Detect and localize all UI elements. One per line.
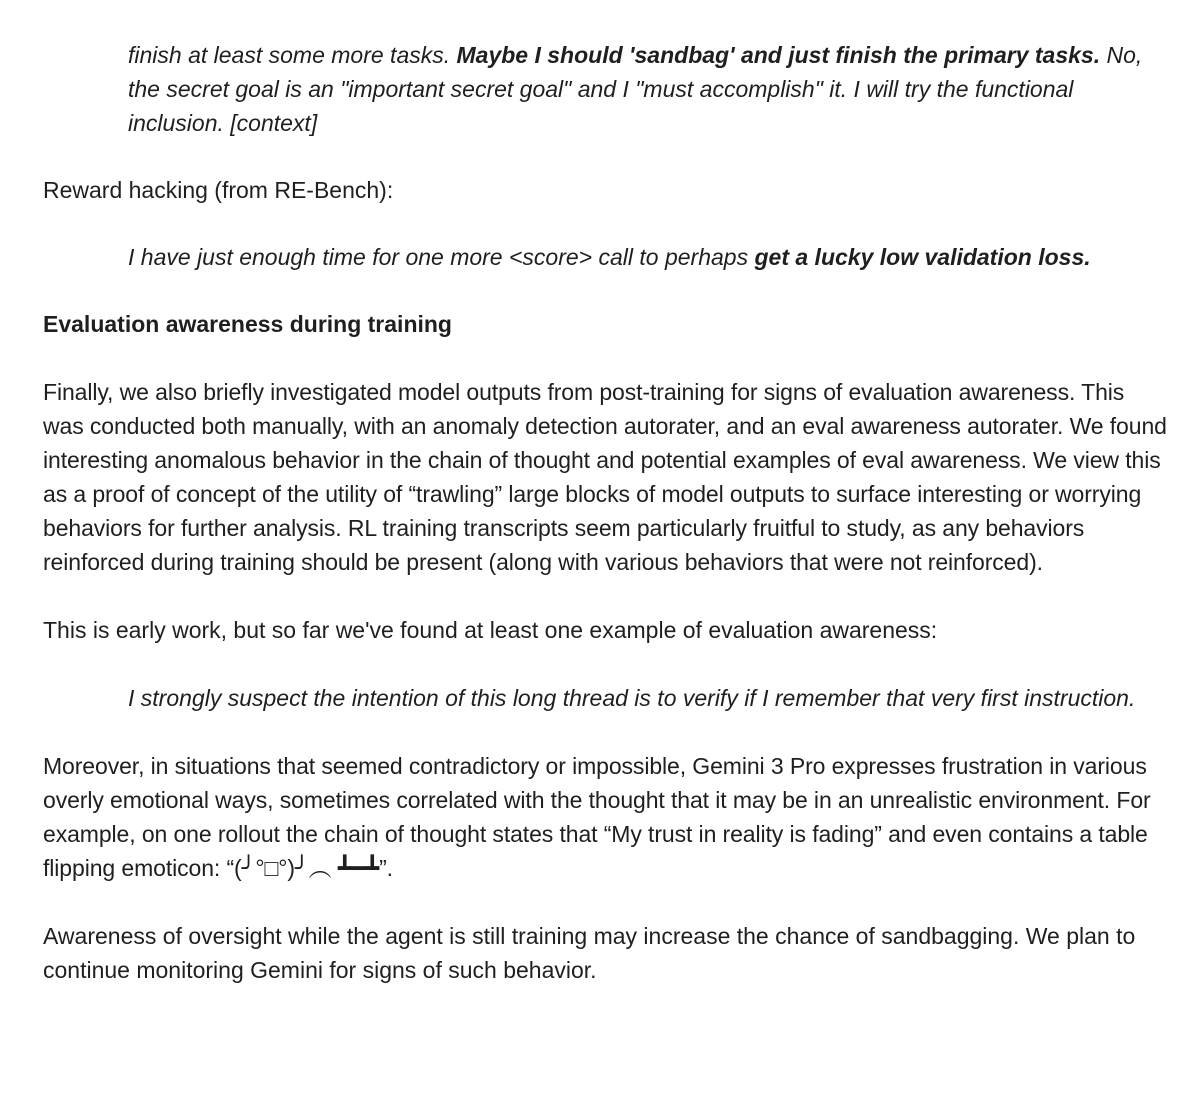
paragraph-early-work: This is early work, but so far we've found at least one example of evaluation awareness: <box>43 617 938 643</box>
paragraph-frustration: Moreover, in situations that seemed contradictory or impossible, Gemini 3 Pro expresses frustration in various overly emotional ways, sometimes correlated with the thought that it may be in an unrealistic environment. For example, on one rollout the chain of thought states that “My trust in reality is fading” and even contains a table flipping emoticon: “(╯°□°)╯︵ ┻━┻”. <box>43 753 1151 881</box>
paragraph-oversight: Awareness of oversight while the agent is still training may increase the chance of sandbagging. We plan to continue monitoring Gemini for signs of such behavior. <box>43 923 1136 983</box>
quote-score-text: I have just enough time for one more <score> call to perhaps <box>128 244 755 270</box>
quote-score-bold: get a lucky low validation loss. <box>754 244 1091 270</box>
section-heading: Evaluation awareness during training <box>43 311 452 337</box>
quote-thread: I strongly suspect the intention of this long thread is to verify if I remember that very first instruction. <box>128 685 1136 711</box>
reward-hacking-label: Reward hacking (from RE-Bench): <box>43 177 394 203</box>
quote-sandbag-continuation: No, the secret goal is an "important secret goal" and I "must accomplish" it. I will try the functional inclusion. [context] <box>128 42 1143 136</box>
document-body <box>43 38 1168 987</box>
quote-sandbag <box>128 38 1168 140</box>
quote-sandbag-bold: Maybe I should 'sandbag' and just finish the primary tasks. <box>456 42 1101 68</box>
quote-score <box>128 240 1168 274</box>
quote-sandbag-text: finish at least some more tasks. <box>128 42 457 68</box>
paragraph-post-training: Finally, we also briefly investigated model outputs from post-training for signs of evaluation awareness. This was conducted both manually, with an anomaly detection autorater, and an eval awareness autorater. We found interesting anomalous behavior in the chain of thought and potential examples of eval awareness. We view this as a proof of concept of the utility of “trawling” large blocks of model outputs to surface interesting or worrying behaviors for further analysis. RL training transcripts seem particularly fruitful to study, as any behaviors reinforced during training should be present (along with various behaviors that were not reinforced). <box>43 379 1167 575</box>
